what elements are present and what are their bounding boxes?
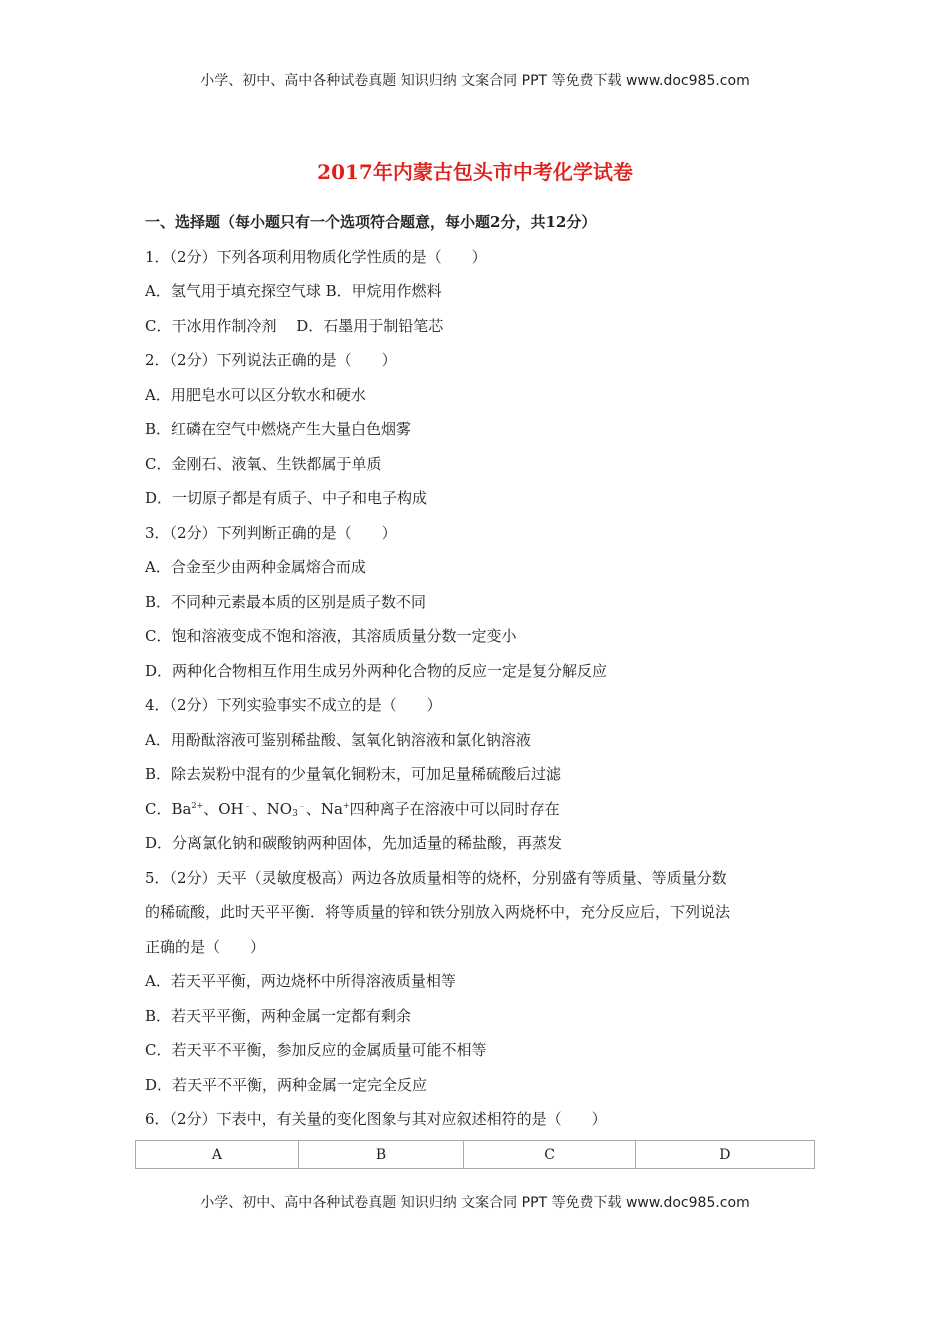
no3-charge: ﹣ — [297, 800, 306, 810]
ion-na: 、Na — [305, 799, 343, 818]
question-line: C．干冰用作制冷剂 D．石墨用于制铅笔芯 — [145, 316, 444, 335]
oh-charge: ﹣ — [243, 800, 252, 810]
ion-prefix: C．Ba — [145, 799, 192, 818]
question-line: 6．（2分）下表中，有关量的变化图象与其对应叙述相符的是（ ） — [145, 1110, 607, 1128]
na-charge: + — [342, 800, 350, 810]
page-footer: 小学、初中、高中各种试卷真题 知识归纳 文案合同 PPT 等免费下载 www.doc985.com — [200, 1195, 750, 1211]
question-line: C．若天平不平衡，参加反应的金属质量可能不相等 — [145, 1041, 487, 1059]
ion-rest: 四种离子在溶液中可以同时存在 — [349, 799, 560, 818]
question-line: 5．（2分）天平（灵敏度极高）两边各放质量相等的烧杯，分别盛有等质量、等质量分数 — [145, 868, 727, 887]
question-line: B．红磷在空气中燃烧产生大量白色烟雾 — [145, 420, 412, 438]
table-header-cell: B — [298, 1141, 463, 1169]
question-line: 1．（2分）下列各项利用物质化学性质的是（ ） — [145, 247, 487, 266]
question-line: D．若天平不平衡，两种金属一定完全反应 — [145, 1075, 428, 1094]
question-line: 4．（2分）下列实验事实不成立的是（ ） — [145, 696, 442, 714]
question-line: A．若天平平衡，两边烧杯中所得溶液质量相等 — [145, 972, 456, 990]
question-line: C．金刚石、液氧、生铁都属于单质 — [145, 454, 382, 473]
question-line: A．氢气用于填充探空气球 B．甲烷用作燃料 — [145, 282, 442, 300]
exam-content — [145, 205, 825, 1137]
question-line: D．两种化合物相互作用生成另外两种化合物的反应一定是复分解反应 — [145, 661, 608, 680]
page-header: 小学、初中、高中各种试卷真题 知识归纳 文案合同 PPT 等免费下载 www.doc985.com — [200, 73, 750, 89]
question-line: D．分离氯化钠和碳酸钠两种固体，先加适量的稀盐酸，再蒸发 — [145, 834, 563, 852]
question-line: B．若天平平衡，两种金属一定都有剩余 — [145, 1006, 412, 1025]
question-line: B．不同种元素最本质的区别是质子数不同 — [145, 592, 427, 611]
table-header-cell: D — [635, 1141, 814, 1169]
question-line: 2．（2分）下列说法正确的是（ ） — [145, 351, 397, 369]
ion-no3: 、NO — [251, 799, 293, 818]
question-line: A．用肥皂水可以区分软水和硬水 — [145, 385, 366, 404]
question-line: C．饱和溶液变成不饱和溶液，其溶质质量分数一定变小 — [145, 627, 517, 645]
table-row — [136, 1141, 815, 1169]
options-table — [135, 1140, 815, 1169]
ion-option-line — [145, 792, 825, 827]
question-line: B．除去炭粉中混有的少量氧化铜粉末，可加足量稀硫酸后过滤 — [145, 765, 562, 783]
question-line: 的稀硫酸，此时天平平衡．将等质量的锌和铁分别放入两烧杯中，充分反应后，下列说法 — [145, 903, 731, 921]
no3-subscript: 3 — [292, 808, 298, 819]
question-line: A．合金至少由两种金属熔合而成 — [145, 558, 366, 576]
question-line: 正确的是（ ） — [145, 937, 266, 956]
table-header-cell: C — [464, 1141, 636, 1169]
ion-oh: 、OH — [203, 799, 244, 818]
question-line: 3．（2分）下列判断正确的是（ ） — [145, 523, 397, 542]
section-heading: 一、选择题（每小题只有一个选项符合题意，每小题2分，共12分） — [145, 213, 597, 231]
exam-title: 2017年内蒙古包头市中考化学试卷 — [317, 160, 633, 184]
question-line: D．一切原子都是有质子、中子和电子构成 — [145, 489, 428, 507]
table-header-cell: A — [136, 1141, 299, 1169]
ba-charge: 2+ — [191, 800, 204, 810]
question-line: A．用酚酞溶液可鉴别稀盐酸、氢氧化钠溶液和氯化钠溶液 — [145, 730, 531, 749]
